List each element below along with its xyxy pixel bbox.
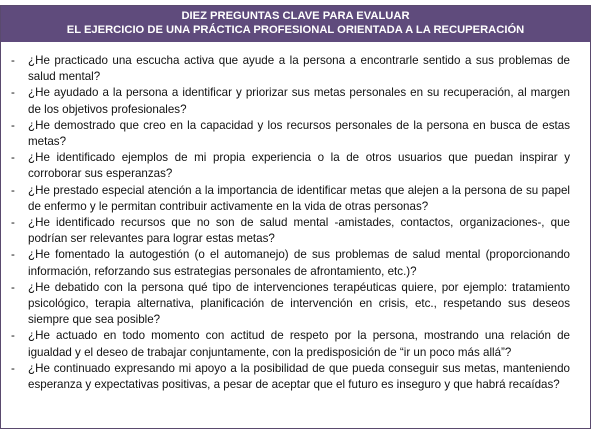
question-text: ¿He continuado expresando mi apoyo a la posibilidad de que pueda conseguir sus metas, manteniendo esperanza y expectativas positivas, a pesar de aceptar que el futuro es inseguro y que habrá recaídas? — [28, 361, 570, 392]
bullet-dash: - — [11, 86, 15, 100]
question-list — [1, 42, 590, 393]
bullet-dash: - — [11, 151, 15, 165]
question-item — [11, 150, 570, 182]
question-text: ¿He debatido con la persona qué tipo de intervenciones terapéuticas quiere, por ejemplo: tratamiento psicológico, terapia alternativa, planificación de intervención en crisis, etc., respetando sus deseos siempre que sea posible? — [28, 280, 570, 327]
bullet-dash: - — [11, 248, 15, 262]
question-text: ¿He prestado especial atención a la importancia de identificar metas que alejen a la persona de su papel de enfermo y le permitan contribuir activamente en la vida de otras personas? — [28, 183, 570, 213]
bullet-dash: - — [11, 118, 15, 132]
bullet-dash: - — [11, 280, 15, 294]
question-item — [11, 183, 570, 215]
question-item — [11, 247, 570, 279]
question-text: ¿He identificado ejemplos de mi propia experiencia o la de otros usuarios que puedan inspirar y corroborar sus esperanzas? — [28, 151, 570, 181]
question-item — [11, 328, 570, 360]
header-title-line-2: EL EJERCICIO DE UNA PRÁCTICA PROFESIONAL ORIENTADA A LA RECUPERACIÓN — [66, 24, 525, 36]
bullet-dash: - — [11, 216, 15, 230]
question-item — [11, 361, 570, 393]
header-title-line-1: DIEZ PREGUNTAS CLAVE PARA EVALUAR — [181, 10, 410, 22]
question-text: ¿He practicado una escucha activa que ayude a la persona a encontrarle sentido a sus problemas de salud mental? — [28, 54, 570, 84]
question-item — [11, 118, 570, 150]
question-item — [11, 53, 570, 85]
question-text: ¿He fomentado la autogestión (o el automanejo) de sus problemas de salud mental (proporcionando información, reforzando sus estrategias personales de afrontamiento, etc.)? — [28, 248, 570, 278]
bullet-dash: - — [11, 361, 15, 375]
question-text: ¿He actuado en todo momento con actitud de respeto por la persona, mostrando una relación de igualdad y el deseo de trabajar conjuntamente, con la predisposición de “ir un poco más allá”? — [28, 329, 570, 359]
question-item — [11, 280, 570, 329]
question-text: ¿He ayudado a la persona a identificar y priorizar sus metas personales en su recuperación, al margen de los objetivos profesionales? — [28, 86, 570, 116]
bullet-dash: - — [11, 329, 15, 343]
bullet-dash: - — [11, 54, 15, 67]
question-item — [11, 85, 570, 117]
question-text: ¿He identificado recursos que no son de salud mental -amistades, contactos, organizaciones-, que podrían ser relevantes para lograr estas metas? — [28, 216, 570, 246]
questions-table — [0, 5, 591, 429]
question-text: ¿He demostrado que creo en la capacidad y los recursos personales de la persona en busca de estas metas? — [28, 118, 570, 149]
bullet-dash: - — [11, 183, 15, 197]
table-header — [1, 6, 590, 42]
question-item — [11, 215, 570, 247]
